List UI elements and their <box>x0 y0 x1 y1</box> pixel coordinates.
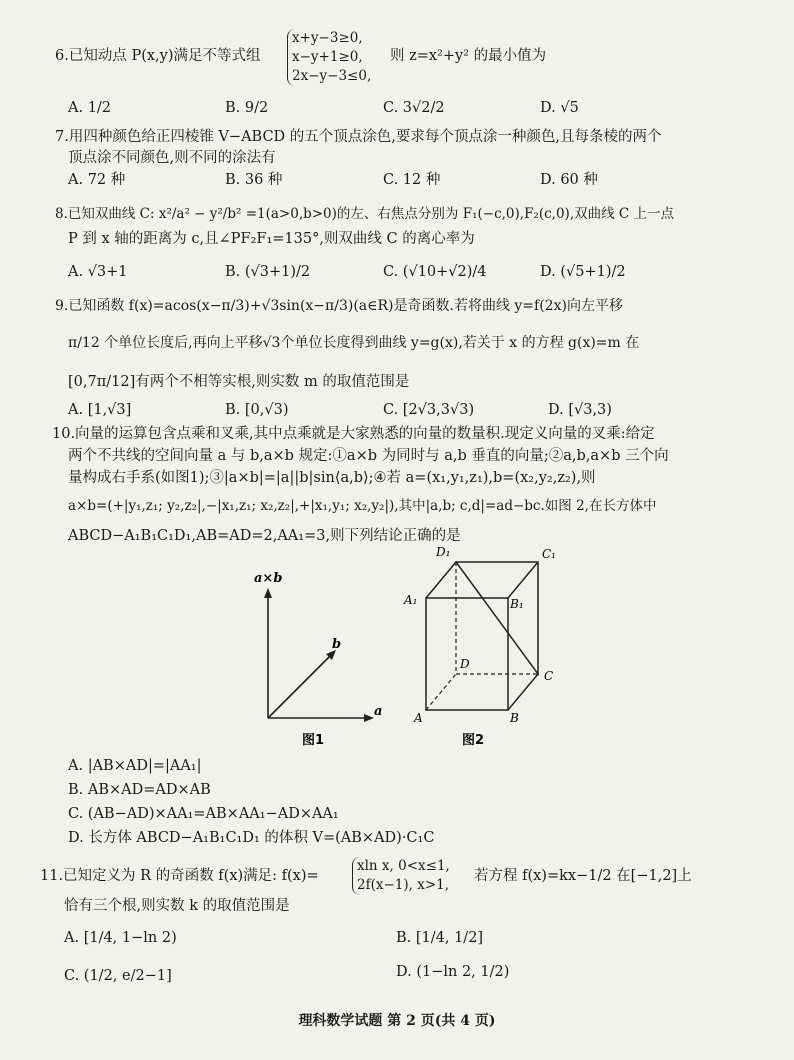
q6-option-a: A. 1/2 <box>68 100 112 116</box>
q6-stem-b: 则 z=x²+y² 的最小值为 <box>390 48 547 64</box>
q10-line2: 两个不共线的空间向量 a 与 b,a×b 规定:①a×b 为同时与 a,b 垂直的向量;②a,b,a×b 三个向 <box>68 448 669 464</box>
q9-line1: 9.已知函数 f(x)=acos(x−π/3)+√3sin(x−π/3)(a∈R)是奇函数.若将曲线 y=f(2x)向左平移 <box>55 298 623 314</box>
vertex-d: D <box>460 657 470 671</box>
q8-line2: P 到 x 轴的距离为 c,且∠PF₂F₁=135°,则双曲线 C 的离心率为 <box>68 231 475 247</box>
q8-line1: 8.已知双曲线 C: x²/a² − y²/b² =1(a>0,b>0)的左、右焦点分别为 F₁(−c,0),F₂(c,0),双曲线 C 上一点 <box>55 206 675 222</box>
q6-stem-a: 6.已知动点 P(x,y)满足不等式组 <box>55 48 261 64</box>
edge-a1-d1 <box>426 562 456 598</box>
q10-line1: 10.向量的运算包含点乘和叉乘,其中点乘就是大家熟悉的向量的数量积.现定义向量的叉乘:给定 <box>52 426 655 442</box>
q6-sys-line2: x−y+1≥0, <box>292 49 363 65</box>
q11-case1: xln x, 0<x≤1, <box>357 858 450 874</box>
hidden-edge-a-d <box>426 674 456 710</box>
q10-option-c: C. (AB−AD)×AA₁=AB×AA₁−AD×AA₁ <box>68 806 339 822</box>
q9-option-b: B. [0,√3) <box>225 402 289 418</box>
q8-option-a: A. √3+1 <box>68 264 128 280</box>
fig1-label-b: b <box>332 637 342 652</box>
q9-option-d: D. [√3,3) <box>548 402 612 418</box>
q10-option-b: B. AB×AD=AD×AB <box>68 782 211 798</box>
vertex-a1: A₁ <box>404 593 418 607</box>
q6-option-b: B. 9/2 <box>225 100 269 116</box>
q7-line1: 7.用四种颜色给正四棱锥 V−ABCD 的五个顶点涂色,要求每个顶点涂一种颜色,且每条棱的两个 <box>55 129 662 145</box>
page-footer: 理科数学试题 第 2 页(共 4 页) <box>298 1013 496 1029</box>
vertex-c1: C₁ <box>542 547 556 561</box>
vertex-b: B <box>510 711 519 725</box>
figure-2-cuboid <box>396 540 571 750</box>
vertex-d1: D₁ <box>436 545 451 559</box>
q10-line3: 量构成右手系(如图1);③|a×b|=|a||b|sin⟨a,b⟩;④若 a=(x₁,y₁,z₁),b=(x₂,y₂,z₂),则 <box>68 470 596 486</box>
q10-line4: a×b=(+|y₁,z₁; y₂,z₂|,−|x₁,z₁; x₂,z₂|,+|x₁,y₁; x₂,y₂|),其中|a,b; c,d|=ad−bc.如图 2,在长方体中 <box>68 498 657 514</box>
q6-option-c: C. 3√2/2 <box>383 100 445 116</box>
figure-1-right-hand-system <box>240 562 390 752</box>
fig1-label-a: a <box>374 704 383 719</box>
vertex-c: C <box>544 669 554 683</box>
q11-piecewise <box>352 857 450 895</box>
axb-arrowhead <box>264 588 272 598</box>
vertex-a: A <box>414 711 423 725</box>
q7-line2: 顶点涂不同颜色,则不同的涂法有 <box>68 150 276 166</box>
fig1-label-axb: a×b <box>254 571 283 586</box>
q9-option-a: A. [1,√3] <box>68 402 132 418</box>
q11-option-a: A. [1/4, 1−ln 2) <box>64 930 177 946</box>
q11-line1a: 11.已知定义为 R 的奇函数 f(x)满足: f(x)= <box>40 868 319 884</box>
q11-line2: 恰有三个根,则实数 k 的取值范围是 <box>64 898 290 914</box>
q6-sys-line1: x+y−3≥0, <box>292 30 363 46</box>
q11-option-d: D. (1−ln 2, 1/2) <box>396 964 510 980</box>
q11-option-c: C. (1/2, e/2−1] <box>64 968 172 984</box>
q11-case2: 2f(x−1), x>1, <box>357 877 450 893</box>
q8-option-d: D. (√5+1)/2 <box>540 264 626 280</box>
q6-option-d: D. √5 <box>540 100 579 116</box>
q8-option-c: C. (√10+√2)/4 <box>383 264 487 280</box>
b-vector-line <box>268 654 332 718</box>
q7-option-c: C. 12 种 <box>383 172 441 188</box>
q6-sys-line3: 2x−y−3≤0, <box>292 68 372 84</box>
q9-line3: [0,7π/12]有两个不相等实根,则实数 m 的取值范围是 <box>68 374 410 390</box>
q6-inequality-system <box>287 29 371 86</box>
q10-option-d: D. 长方体 ABCD−A₁B₁C₁D₁ 的体积 V=(AB×AD)·C₁C <box>68 830 435 846</box>
q7-option-d: D. 60 种 <box>540 172 598 188</box>
edge-b-c <box>508 674 538 710</box>
fig1-caption: 图1 <box>302 733 325 748</box>
q8-option-b: B. (√3+1)/2 <box>225 264 311 280</box>
q7-option-a: A. 72 种 <box>68 172 126 188</box>
q11-line1b: 若方程 f(x)=kx−1/2 在[−1,2]上 <box>474 868 692 884</box>
fig2-caption: 图2 <box>462 733 485 748</box>
q10-option-a: A. |AB×AD|=|AA₁| <box>68 758 202 774</box>
q11-option-b: B. [1/4, 1/2] <box>396 930 484 946</box>
vertex-b1: B₁ <box>510 597 524 611</box>
q7-option-b: B. 36 种 <box>225 172 283 188</box>
edge-b1-c1 <box>508 562 538 598</box>
q9-line2: π/12 个单位长度后,再向上平移√3个单位长度得到曲线 y=g(x),若关于 x 的方程 g(x)=m 在 <box>68 335 640 351</box>
a-arrowhead <box>364 714 374 722</box>
front-face <box>426 598 508 710</box>
q10-line5: ABCD−A₁B₁C₁D₁,AB=AD=2,AA₁=3,则下列结论正确的是 <box>68 528 461 544</box>
q9-option-c: C. [2√3,3√3) <box>383 402 475 418</box>
